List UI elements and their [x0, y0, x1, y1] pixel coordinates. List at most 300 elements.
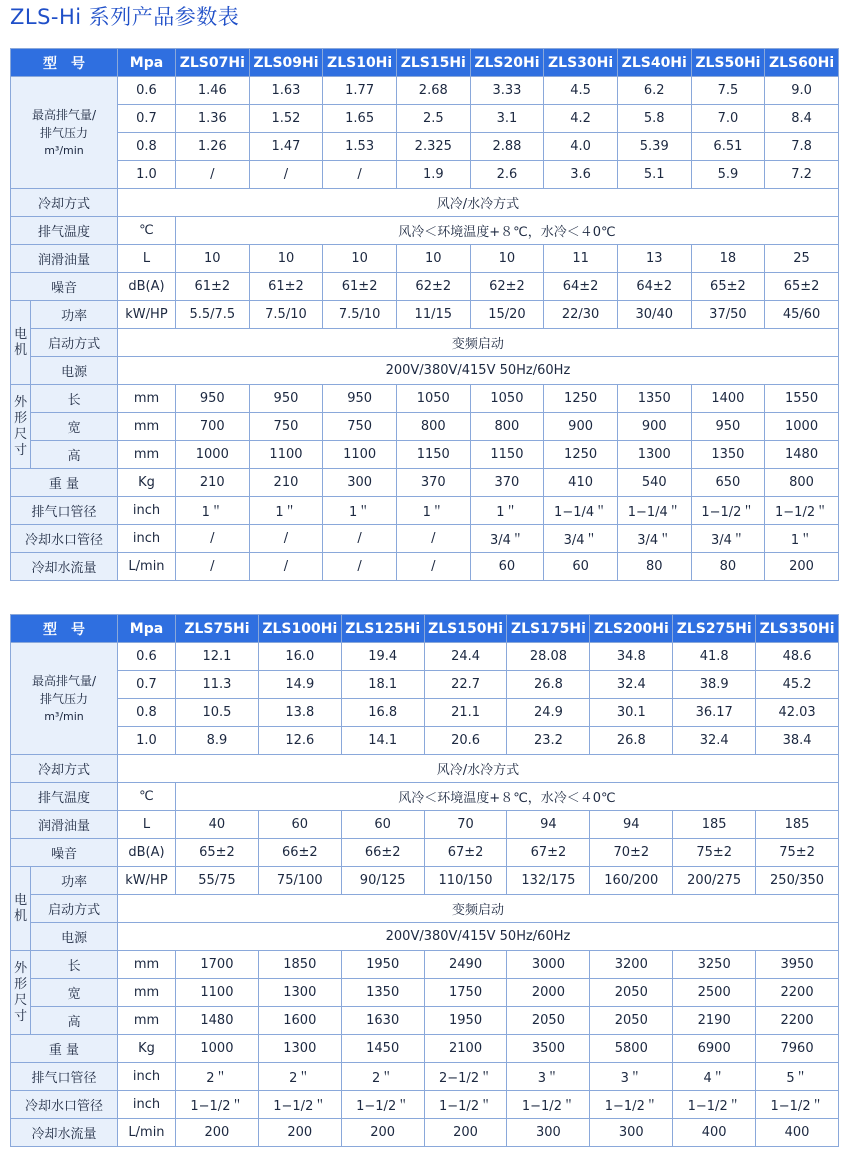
cooling-water-pipe-value: 1−1/2＂ — [756, 1091, 839, 1119]
width-value: 2500 — [673, 979, 756, 1007]
outlet-pipe-value: 1＂ — [175, 497, 249, 525]
length-value: 1050 — [396, 385, 470, 413]
length-value: 1550 — [765, 385, 839, 413]
noise-value: 66±2 — [258, 839, 341, 867]
cooling-water-flow-value: 400 — [673, 1119, 756, 1147]
unit-label: ℃ — [117, 783, 175, 811]
power-value: 11/15 — [396, 301, 470, 329]
flow-value: 11.3 — [175, 671, 258, 699]
max-flow-label-line: 排气压力 — [39, 691, 88, 706]
oil-value: 70 — [424, 811, 507, 839]
flow-value: 1.9 — [396, 161, 470, 189]
flow-value: 14.1 — [341, 727, 424, 755]
model-name: ZLS50Hi — [691, 49, 765, 77]
width-value: 800 — [470, 413, 544, 441]
cooling-water-pipe-value: 3/4＂ — [544, 525, 618, 553]
start-method-label: 启动方式 — [31, 329, 118, 357]
flow-value: 8.4 — [765, 105, 839, 133]
unit-label: dB(A) — [117, 273, 175, 301]
unit-label: mm — [117, 413, 175, 441]
length-value: 1050 — [470, 385, 544, 413]
cooling-water-flow-value: 80 — [617, 553, 691, 581]
flow-value: 1.47 — [249, 133, 323, 161]
flow-value: 6.51 — [691, 133, 765, 161]
power-value: 75/100 — [258, 867, 341, 895]
weight-value: 210 — [175, 469, 249, 497]
length-value: 950 — [175, 385, 249, 413]
model-name: ZLS15Hi — [396, 49, 470, 77]
width-value: 900 — [544, 413, 618, 441]
weight-value: 540 — [617, 469, 691, 497]
flow-value: 16.8 — [341, 699, 424, 727]
flow-value: 26.8 — [590, 727, 673, 755]
weight-label: 重 量 — [11, 469, 118, 497]
cooling-water-pipe-value: / — [175, 525, 249, 553]
model-name: ZLS275Hi — [673, 615, 756, 643]
flow-value: 1.36 — [175, 105, 249, 133]
outlet-pipe-value: 2＂ — [258, 1063, 341, 1091]
flow-value: 19.4 — [341, 643, 424, 671]
cooling-water-pipe-value: 3/4＂ — [617, 525, 691, 553]
model-name: ZLS60Hi — [765, 49, 839, 77]
height-value: 1600 — [258, 1007, 341, 1035]
unit-label: mm — [117, 1007, 175, 1035]
pressure-value: 0.6 — [117, 643, 175, 671]
unit-label: mm — [117, 979, 175, 1007]
cooling-water-pipe-value: 3/4＂ — [691, 525, 765, 553]
width-value: 1100 — [175, 979, 258, 1007]
weight-value: 6900 — [673, 1035, 756, 1063]
cooling-water-flow-value: 300 — [590, 1119, 673, 1147]
flow-value: 7.2 — [765, 161, 839, 189]
height-value: 1950 — [424, 1007, 507, 1035]
unit-label: L — [117, 811, 175, 839]
flow-value: 5.39 — [617, 133, 691, 161]
flow-value: 2.5 — [396, 105, 470, 133]
power-value: 55/75 — [175, 867, 258, 895]
cooling-water-pipe-value: / — [249, 525, 323, 553]
cooling-method-label: 冷却方式 — [11, 189, 118, 217]
power-value: 250/350 — [756, 867, 839, 895]
weight-value: 2100 — [424, 1035, 507, 1063]
outlet-pipe-value: 1＂ — [323, 497, 397, 525]
length-value: 1950 — [341, 951, 424, 979]
flow-value: 48.6 — [756, 643, 839, 671]
power-value: 90/125 — [341, 867, 424, 895]
flow-value: 1.52 — [249, 105, 323, 133]
cooling-water-pipe-value: 1−1/2＂ — [590, 1091, 673, 1119]
flow-value: 18.1 — [341, 671, 424, 699]
model-name: ZLS20Hi — [470, 49, 544, 77]
power-value: 45/60 — [765, 301, 839, 329]
outlet-pipe-value: 5＂ — [756, 1063, 839, 1091]
cooling-water-flow-value: 200 — [258, 1119, 341, 1147]
flow-value: 24.4 — [424, 643, 507, 671]
cooling-water-pipe-value: / — [396, 525, 470, 553]
unit-label: dB(A) — [117, 839, 175, 867]
flow-value: 20.6 — [424, 727, 507, 755]
height-value: 1150 — [470, 441, 544, 469]
spec-table-large-models — [10, 614, 839, 1147]
page-title: ZLS-Hi 系列产品参数表 — [10, 5, 240, 29]
outlet-pipe-value: 4＂ — [673, 1063, 756, 1091]
height-value: 2190 — [673, 1007, 756, 1035]
width-value: 800 — [396, 413, 470, 441]
cooling-water-flow-value: 60 — [544, 553, 618, 581]
unit-label: inch — [117, 1091, 175, 1119]
cooling-water-pipe-label: 冷却水口管径 — [11, 525, 118, 553]
pressure-value: 0.7 — [117, 105, 175, 133]
outlet-pipe-value: 2−1/2＂ — [424, 1063, 507, 1091]
cooling-water-flow-value: 200 — [424, 1119, 507, 1147]
cooling-water-flow-value: / — [323, 553, 397, 581]
width-value: 1350 — [341, 979, 424, 1007]
length-label: 长 — [31, 385, 118, 413]
oil-value: 25 — [765, 245, 839, 273]
model-name: ZLS07Hi — [175, 49, 249, 77]
flow-value: 2.88 — [470, 133, 544, 161]
cooling-method-value: 风冷/水冷方式 — [117, 189, 838, 217]
power-value: 22/30 — [544, 301, 618, 329]
noise-value: 75±2 — [673, 839, 756, 867]
oil-value: 185 — [673, 811, 756, 839]
flow-value: / — [175, 161, 249, 189]
spec-table-small-models — [10, 48, 839, 581]
flow-value: 42.03 — [756, 699, 839, 727]
noise-label: 噪音 — [11, 839, 118, 867]
model-name: ZLS100Hi — [258, 615, 341, 643]
unit-label: Kg — [117, 469, 175, 497]
noise-value: 64±2 — [544, 273, 618, 301]
outlet-pipe-value: 1−1/2＂ — [765, 497, 839, 525]
cooling-water-flow-value: / — [175, 553, 249, 581]
start-method-value: 变频启动 — [117, 329, 838, 357]
length-value: 1400 — [691, 385, 765, 413]
length-value: 950 — [249, 385, 323, 413]
length-value: 3950 — [756, 951, 839, 979]
flow-value: 4.5 — [544, 77, 618, 105]
weight-value: 7960 — [756, 1035, 839, 1063]
flow-value: 3.33 — [470, 77, 544, 105]
width-value: 2050 — [590, 979, 673, 1007]
outlet-pipe-label: 排气口管径 — [11, 497, 118, 525]
flow-value: 1.63 — [249, 77, 323, 105]
flow-value: 5.8 — [617, 105, 691, 133]
outlet-pipe-value: 1＂ — [396, 497, 470, 525]
model-name: ZLS09Hi — [249, 49, 323, 77]
cooling-water-pipe-value: 3/4＂ — [470, 525, 544, 553]
max-flow-label-line: 排气压力 — [39, 125, 88, 140]
model-name: ZLS350Hi — [756, 615, 839, 643]
flow-value: 32.4 — [590, 671, 673, 699]
flow-value: 36.17 — [673, 699, 756, 727]
weight-value: 370 — [470, 469, 544, 497]
unit-label: L — [117, 245, 175, 273]
weight-value: 5800 — [590, 1035, 673, 1063]
noise-value: 65±2 — [765, 273, 839, 301]
length-value: 1250 — [544, 385, 618, 413]
length-value: 3250 — [673, 951, 756, 979]
noise-label: 噪音 — [11, 273, 118, 301]
width-value: 750 — [249, 413, 323, 441]
weight-value: 800 — [765, 469, 839, 497]
cooling-water-flow-value: 80 — [691, 553, 765, 581]
unit-label: L/min — [117, 1119, 175, 1147]
noise-value: 65±2 — [691, 273, 765, 301]
max-flow-label-line: 最高排气量/ — [31, 673, 97, 688]
cooling-water-pipe-value: 1−1/2＂ — [341, 1091, 424, 1119]
flow-value: 4.2 — [544, 105, 618, 133]
power-supply-label: 电源 — [31, 923, 118, 951]
noise-value: 75±2 — [756, 839, 839, 867]
unit-label: inch — [117, 497, 175, 525]
noise-value: 62±2 — [396, 273, 470, 301]
power-supply-value: 200V/380V/415V 50Hz/60Hz — [117, 923, 838, 951]
cooling-water-flow-value: 200 — [175, 1119, 258, 1147]
flow-value: 16.0 — [258, 643, 341, 671]
model-name: ZLS30Hi — [544, 49, 618, 77]
noise-value: 70±2 — [590, 839, 673, 867]
model-name: ZLS125Hi — [341, 615, 424, 643]
power-value: 110/150 — [424, 867, 507, 895]
exhaust-temp-value: 风冷＜环境温度+８℃，水冷＜４0℃ — [175, 217, 838, 245]
exhaust-temp-label: 排气温度 — [11, 783, 118, 811]
flow-value: 1.65 — [323, 105, 397, 133]
model-header: 型 号 — [11, 49, 118, 77]
pressure-value: 0.7 — [117, 671, 175, 699]
length-value: 1850 — [258, 951, 341, 979]
cooling-water-pipe-value: 1−1/2＂ — [673, 1091, 756, 1119]
power-value: 5.5/7.5 — [175, 301, 249, 329]
oil-capacity-label: 润滑油量 — [11, 811, 118, 839]
length-value: 1700 — [175, 951, 258, 979]
flow-value: 38.4 — [756, 727, 839, 755]
flow-value: 1.53 — [323, 133, 397, 161]
unit-label: kW/HP — [117, 867, 175, 895]
height-value: 1480 — [765, 441, 839, 469]
power-supply-value: 200V/380V/415V 50Hz/60Hz — [117, 357, 838, 385]
flow-value: 9.0 — [765, 77, 839, 105]
flow-value: 12.1 — [175, 643, 258, 671]
noise-value: 61±2 — [175, 273, 249, 301]
oil-value: 185 — [756, 811, 839, 839]
width-value: 2000 — [507, 979, 590, 1007]
noise-value: 66±2 — [341, 839, 424, 867]
flow-value: 41.8 — [673, 643, 756, 671]
outlet-pipe-value: 2＂ — [341, 1063, 424, 1091]
flow-value: 22.7 — [424, 671, 507, 699]
unit-label: mm — [117, 385, 175, 413]
width-value: 750 — [323, 413, 397, 441]
flow-value: 14.9 — [258, 671, 341, 699]
weight-value: 410 — [544, 469, 618, 497]
flow-value: 32.4 — [673, 727, 756, 755]
weight-value: 1000 — [175, 1035, 258, 1063]
flow-value: 4.0 — [544, 133, 618, 161]
power-value: 30/40 — [617, 301, 691, 329]
length-value: 1350 — [617, 385, 691, 413]
oil-value: 94 — [590, 811, 673, 839]
oil-value: 60 — [258, 811, 341, 839]
weight-value: 370 — [396, 469, 470, 497]
flow-value: 45.2 — [756, 671, 839, 699]
height-value: 1000 — [175, 441, 249, 469]
unit-label: L/min — [117, 553, 175, 581]
power-value: 15/20 — [470, 301, 544, 329]
outlet-pipe-label: 排气口管径 — [11, 1063, 118, 1091]
outlet-pipe-value: 1−1/2＂ — [691, 497, 765, 525]
cooling-water-flow-label: 冷却水流量 — [11, 1119, 118, 1147]
height-value: 1100 — [323, 441, 397, 469]
pressure-value: 1.0 — [117, 727, 175, 755]
flow-value: 7.0 — [691, 105, 765, 133]
noise-value: 62±2 — [470, 273, 544, 301]
outlet-pipe-value: 2＂ — [175, 1063, 258, 1091]
pressure-value: 1.0 — [117, 161, 175, 189]
height-value: 1300 — [617, 441, 691, 469]
cooling-water-pipe-value: 1−1/2＂ — [424, 1091, 507, 1119]
outlet-pipe-value: 3＂ — [507, 1063, 590, 1091]
flow-value: 28.08 — [507, 643, 590, 671]
width-value: 950 — [691, 413, 765, 441]
cooling-method-value: 风冷/水冷方式 — [117, 755, 838, 783]
height-value: 1150 — [396, 441, 470, 469]
outlet-pipe-value: 1＂ — [470, 497, 544, 525]
model-header: 型 号 — [11, 615, 118, 643]
oil-value: 60 — [341, 811, 424, 839]
height-value: 1250 — [544, 441, 618, 469]
oil-value: 10 — [249, 245, 323, 273]
width-value: 1300 — [258, 979, 341, 1007]
cooling-method-label: 冷却方式 — [11, 755, 118, 783]
weight-value: 1300 — [258, 1035, 341, 1063]
length-value: 2490 — [424, 951, 507, 979]
flow-value: 21.1 — [424, 699, 507, 727]
flow-value: 34.8 — [590, 643, 673, 671]
unit-label: inch — [117, 525, 175, 553]
flow-value: 23.2 — [507, 727, 590, 755]
flow-value: 38.9 — [673, 671, 756, 699]
width-label: 宽 — [31, 979, 118, 1007]
power-value: 132/175 — [507, 867, 590, 895]
weight-value: 650 — [691, 469, 765, 497]
flow-value: 6.2 — [617, 77, 691, 105]
model-name: ZLS150Hi — [424, 615, 507, 643]
oil-value: 10 — [175, 245, 249, 273]
flow-value: 26.8 — [507, 671, 590, 699]
cooling-water-pipe-value: 1＂ — [765, 525, 839, 553]
height-value: 2050 — [590, 1007, 673, 1035]
oil-value: 40 — [175, 811, 258, 839]
flow-value: 7.8 — [765, 133, 839, 161]
oil-value: 94 — [507, 811, 590, 839]
noise-value: 65±2 — [175, 839, 258, 867]
power-label: 功率 — [31, 301, 118, 329]
flow-value: 30.1 — [590, 699, 673, 727]
weight-value: 3500 — [507, 1035, 590, 1063]
power-value: 160/200 — [590, 867, 673, 895]
height-value: 1100 — [249, 441, 323, 469]
dimensions-group-label: 外 形 尺 寸 — [11, 951, 31, 1035]
max-flow-label-line: 最高排气量/ — [31, 107, 97, 122]
cooling-water-pipe-label: 冷却水口管径 — [11, 1091, 118, 1119]
flow-value: / — [249, 161, 323, 189]
oil-value: 10 — [470, 245, 544, 273]
width-value: 700 — [175, 413, 249, 441]
height-value: 1630 — [341, 1007, 424, 1035]
model-name: ZLS75Hi — [175, 615, 258, 643]
width-value: 900 — [617, 413, 691, 441]
cooling-water-pipe-value: / — [323, 525, 397, 553]
width-value: 2200 — [756, 979, 839, 1007]
dimensions-group-label: 外 形 尺 寸 — [11, 385, 31, 469]
outlet-pipe-value: 1＂ — [249, 497, 323, 525]
flow-value: 10.5 — [175, 699, 258, 727]
power-value: 7.5/10 — [323, 301, 397, 329]
flow-value: 13.8 — [258, 699, 341, 727]
unit-label: ℃ — [117, 217, 175, 245]
flow-value: 3.6 — [544, 161, 618, 189]
oil-value: 10 — [396, 245, 470, 273]
pressure-value: 0.8 — [117, 133, 175, 161]
power-value: 200/275 — [673, 867, 756, 895]
motor-group-label: 电 机 — [11, 301, 31, 385]
weight-value: 300 — [323, 469, 397, 497]
weight-value: 1450 — [341, 1035, 424, 1063]
start-method-value: 变频启动 — [117, 895, 838, 923]
noise-value: 64±2 — [617, 273, 691, 301]
max-flow-label-line: m³/min — [44, 709, 84, 723]
max-flow-label — [11, 643, 118, 755]
max-flow-label-line: m³/min — [44, 143, 84, 157]
exhaust-temp-value: 风冷＜环境温度+８℃，水冷＜４0℃ — [175, 783, 838, 811]
length-value: 950 — [323, 385, 397, 413]
model-name: ZLS10Hi — [323, 49, 397, 77]
flow-value: 8.9 — [175, 727, 258, 755]
height-value: 1480 — [175, 1007, 258, 1035]
height-label: 高 — [31, 1007, 118, 1035]
height-value: 1350 — [691, 441, 765, 469]
oil-value: 10 — [323, 245, 397, 273]
cooling-water-pipe-value: 1−1/2＂ — [507, 1091, 590, 1119]
oil-value: 11 — [544, 245, 618, 273]
power-label: 功率 — [31, 867, 118, 895]
flow-value: / — [323, 161, 397, 189]
length-value: 3000 — [507, 951, 590, 979]
unit-label: kW/HP — [117, 301, 175, 329]
oil-capacity-label: 润滑油量 — [11, 245, 118, 273]
pressure-value: 0.8 — [117, 699, 175, 727]
unit-label: Kg — [117, 1035, 175, 1063]
cooling-water-flow-value: / — [396, 553, 470, 581]
cooling-water-pipe-value: 1−1/2＂ — [258, 1091, 341, 1119]
cooling-water-flow-label: 冷却水流量 — [11, 553, 118, 581]
noise-value: 61±2 — [249, 273, 323, 301]
oil-value: 18 — [691, 245, 765, 273]
mpa-header: Mpa — [117, 49, 175, 77]
outlet-pipe-value: 1−1/4＂ — [617, 497, 691, 525]
unit-label: inch — [117, 1063, 175, 1091]
outlet-pipe-value: 1−1/4＂ — [544, 497, 618, 525]
noise-value: 67±2 — [424, 839, 507, 867]
unit-label: mm — [117, 441, 175, 469]
cooling-water-flow-value: 200 — [341, 1119, 424, 1147]
height-value: 2050 — [507, 1007, 590, 1035]
cooling-water-flow-value: 60 — [470, 553, 544, 581]
power-value: 7.5/10 — [249, 301, 323, 329]
unit-label: mm — [117, 951, 175, 979]
model-name: ZLS200Hi — [590, 615, 673, 643]
